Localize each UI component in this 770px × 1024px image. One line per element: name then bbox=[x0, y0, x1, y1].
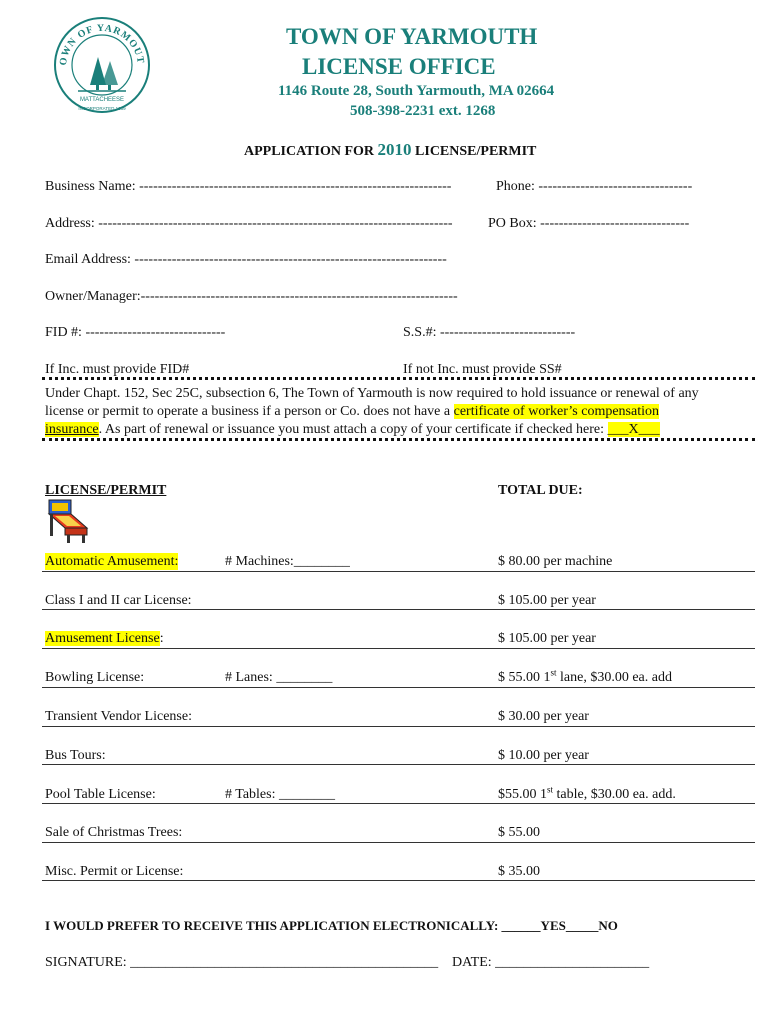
license-permit-header: LICENSE/PERMIT bbox=[45, 483, 167, 498]
business-name-field[interactable]: Business Name: ------------------------------------------------------------------- bbox=[45, 179, 452, 194]
workers-comp-checkbox[interactable]: ___X___ bbox=[607, 422, 660, 437]
row-label-christmas-trees: Sale of Christmas Trees: bbox=[45, 825, 183, 840]
owner-manager-field[interactable]: Owner/Manager:-------------------------------------------------------------------- bbox=[45, 289, 458, 304]
row-label-transient-vendor: Transient Vendor License: bbox=[45, 709, 192, 724]
notice-highlight-certificate: certificate of worker’s compensation bbox=[453, 404, 659, 419]
pinball-machine-icon bbox=[45, 498, 90, 544]
row-label-class-car: Class I and II car License: bbox=[45, 593, 192, 608]
total-due-header: TOTAL DUE: bbox=[498, 483, 583, 498]
ss-note: If not Inc. must provide SS# bbox=[403, 362, 562, 377]
pool-due-pre: $55.00 1 bbox=[498, 787, 547, 802]
application-title bbox=[244, 141, 536, 160]
header-title-line2: LICENSE OFFICE bbox=[302, 54, 496, 79]
notice-line-2-text: license or permit to operate a business if a person or Co. does not have a bbox=[45, 404, 454, 419]
notice-highlight-insurance: insurance bbox=[45, 422, 99, 437]
email-field[interactable]: Email Address: ------------------------------------------------------------------- bbox=[45, 252, 447, 267]
electronic-preference[interactable]: I WOULD PREFER TO RECEIVE THIS APPLICATION ELECTRONICALLY: ______YES_____NO bbox=[45, 918, 618, 933]
application-prefix: APPLICATION FOR bbox=[244, 144, 375, 159]
amusement-license-colon: : bbox=[159, 631, 164, 646]
row-due-transient-vendor: $ 30.00 per year bbox=[498, 709, 589, 724]
row-rule bbox=[42, 687, 755, 688]
row-label-automatic-amusement: Automatic Amusement: bbox=[45, 554, 179, 569]
seal-center-text: MATTACHEESE bbox=[79, 97, 125, 103]
row-rule bbox=[42, 609, 755, 610]
row-due-amusement-license: $ 105.00 per year bbox=[498, 631, 596, 646]
row-rule bbox=[42, 571, 755, 572]
row-due-misc-permit: $ 35.00 bbox=[498, 864, 540, 879]
address-field[interactable]: Address: ---------------------------------------------------------------------------- bbox=[45, 216, 453, 231]
row-due-bus-tours: $ 10.00 per year bbox=[498, 748, 589, 763]
row-rule bbox=[42, 726, 755, 727]
row-due-class-car: $ 105.00 per year bbox=[498, 593, 596, 608]
row-label-amusement-license bbox=[45, 630, 164, 647]
notice-line-2 bbox=[45, 403, 659, 420]
tables-count-field[interactable]: # Tables: ________ bbox=[225, 787, 335, 802]
application-year: 2010 bbox=[377, 140, 412, 159]
bowling-due-pre: $ 55.00 1 bbox=[498, 670, 551, 685]
pool-due-sup: st bbox=[547, 784, 554, 795]
row-due-pool-table bbox=[498, 786, 676, 803]
bowling-due-sup: st bbox=[550, 667, 557, 678]
fid-note: If Inc. must provide FID# bbox=[45, 362, 190, 377]
row-due-automatic-amusement: $ 80.00 per machine bbox=[498, 554, 613, 569]
notice-bottom-divider bbox=[42, 438, 755, 441]
header-title-line1: TOWN OF YARMOUTH bbox=[286, 24, 538, 49]
ss-field[interactable]: S.S.#: ----------------------------- bbox=[403, 325, 576, 340]
phone-field[interactable]: Phone: --------------------------------- bbox=[496, 179, 693, 194]
bowling-due-post: lane, $30.00 ea. add bbox=[556, 670, 672, 685]
town-seal-icon bbox=[52, 15, 152, 115]
row-rule bbox=[42, 842, 755, 843]
row-rule bbox=[42, 880, 755, 881]
notice-line-3 bbox=[45, 421, 660, 438]
row-label-bowling: Bowling License: bbox=[45, 670, 145, 685]
row-label-bus-tours: Bus Tours: bbox=[45, 748, 106, 763]
row-label-misc-permit: Misc. Permit or License: bbox=[45, 864, 184, 879]
signature-field[interactable]: SIGNATURE: ____________________________________________ bbox=[45, 955, 439, 970]
fid-field[interactable]: FID #: ------------------------------ bbox=[45, 325, 226, 340]
seal-date-text: INCORPORATED 1639 bbox=[78, 106, 126, 111]
notice-line-1: Under Chapt. 152, Sec 25C, subsection 6, The Town of Yarmouth is now required to hold issuance or renewal of any bbox=[45, 386, 699, 401]
row-rule bbox=[42, 648, 755, 649]
application-suffix: LICENSE/PERMIT bbox=[415, 144, 537, 159]
date-field[interactable]: DATE: ______________________ bbox=[452, 955, 650, 970]
row-due-bowling bbox=[498, 669, 672, 686]
amusement-license-label: Amusement License bbox=[45, 631, 160, 646]
lanes-count-field[interactable]: # Lanes: ________ bbox=[225, 670, 333, 685]
row-label-pool-table: Pool Table License: bbox=[45, 787, 156, 802]
machines-count-field[interactable]: # Machines:________ bbox=[225, 554, 350, 569]
seal-top-text: OWN OF YARMOUT bbox=[57, 22, 146, 67]
notice-top-divider bbox=[42, 377, 755, 380]
row-rule bbox=[42, 764, 755, 765]
notice-line-3-text: . As part of renewal or issuance you must attach a copy of your certificate if checked here: bbox=[98, 422, 608, 437]
header-address-line2: 508-398-2231 ext. 1268 bbox=[350, 103, 496, 119]
row-rule bbox=[42, 803, 755, 804]
po-box-field[interactable]: PO Box: -------------------------------- bbox=[488, 216, 690, 231]
pool-due-post: table, $30.00 ea. add. bbox=[553, 787, 676, 802]
header-address-line1: 1146 Route 28, South Yarmouth, MA 02664 bbox=[278, 83, 555, 99]
row-due-christmas-trees: $ 55.00 bbox=[498, 825, 540, 840]
